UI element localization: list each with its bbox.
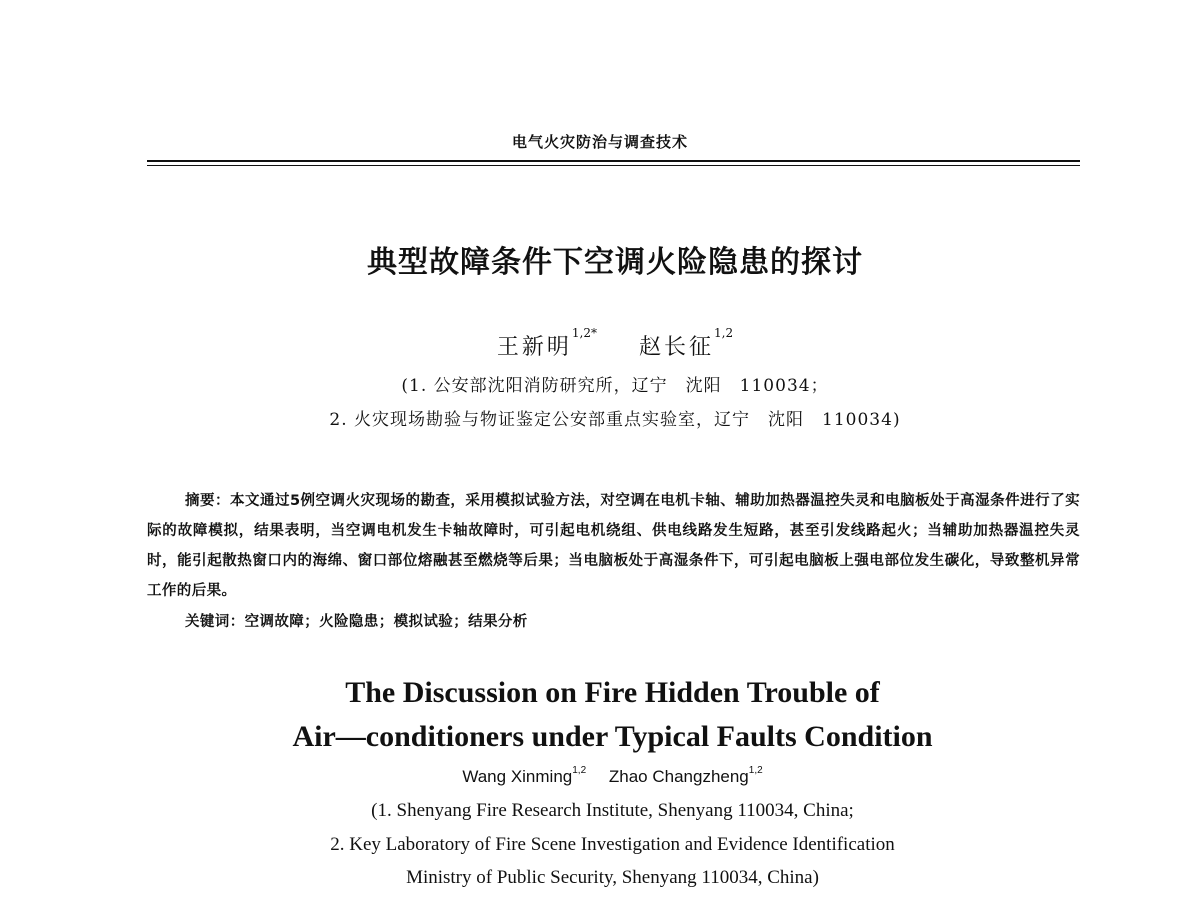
chinese-title: 典型故障条件下空调火险隐患的探讨 bbox=[367, 245, 863, 280]
english-authors bbox=[0, 767, 1200, 787]
chinese-abstract: 摘要：本文通过5例空调火灾现场的勘查，采用模拟试验方法，对空调在电机卡轴、辅助加热器温控失灵和电脑板处于高湿条件进行了实际的故障模拟，结果表明，当空调电机发生卡轴故障时，可引起电机绕组、供电线路发生短路，甚至引发线路起火；当辅助加热器温控失灵时，能引起散热窗口内的海绵、窗口部位熔融甚至燃烧等后果；当电脑板处于高湿条件下，可引起电脑板上强电部位发生碳化，导致整机异常工作的后果。 bbox=[147, 493, 1080, 599]
chinese-author-1-affil-mark: 1,2* bbox=[571, 326, 597, 340]
chinese-affiliation-1: (1. 公安部沈阳消防研究所，辽宁 沈阳 110034； bbox=[401, 376, 829, 396]
english-affiliation-1: (1. Shenyang Fire Research Institute, Shenyang 110034, China; bbox=[371, 800, 854, 821]
chinese-author-2-affil-mark: 1,2 bbox=[714, 326, 734, 340]
english-title-line-1: The Discussion on Fire Hidden Trouble of bbox=[345, 676, 880, 709]
header-rule-thick bbox=[147, 160, 1080, 162]
english-author-1-affil-mark: 1,2 bbox=[572, 765, 587, 776]
english-author-1-name: Wang Xinming bbox=[462, 767, 573, 786]
chinese-affiliation-2: 2. 火灾现场勘验与物证鉴定公安部重点实验室，辽宁 沈阳 110034) bbox=[329, 410, 901, 430]
english-author-2-name: Zhao Changzheng bbox=[608, 767, 749, 786]
english-author-2-affil-mark: 1,2 bbox=[748, 765, 763, 776]
english-affiliation-3: Ministry of Public Security, Shenyang 110034, China) bbox=[406, 867, 819, 888]
chinese-author-1 bbox=[496, 326, 597, 361]
chinese-author-1-name: 王新明 bbox=[496, 335, 572, 360]
header-rule-thin bbox=[147, 165, 1080, 166]
chinese-author-2 bbox=[639, 326, 734, 361]
english-author-2 bbox=[609, 767, 763, 787]
running-header: 电气火灾防治与调查技术 bbox=[511, 133, 688, 151]
english-author-1 bbox=[462, 767, 586, 787]
chinese-author-2-name: 赵长征 bbox=[639, 335, 715, 360]
chinese-keywords: 关键词：空调故障；火险隐患；模拟试验；结果分析 bbox=[185, 614, 528, 630]
english-affiliation-2: 2. Key Laboratory of Fire Scene Investigation and Evidence Identification bbox=[330, 834, 895, 855]
chinese-authors bbox=[0, 326, 1200, 361]
english-title-line-2: Air—conditioners under Typical Faults Condition bbox=[292, 720, 933, 753]
